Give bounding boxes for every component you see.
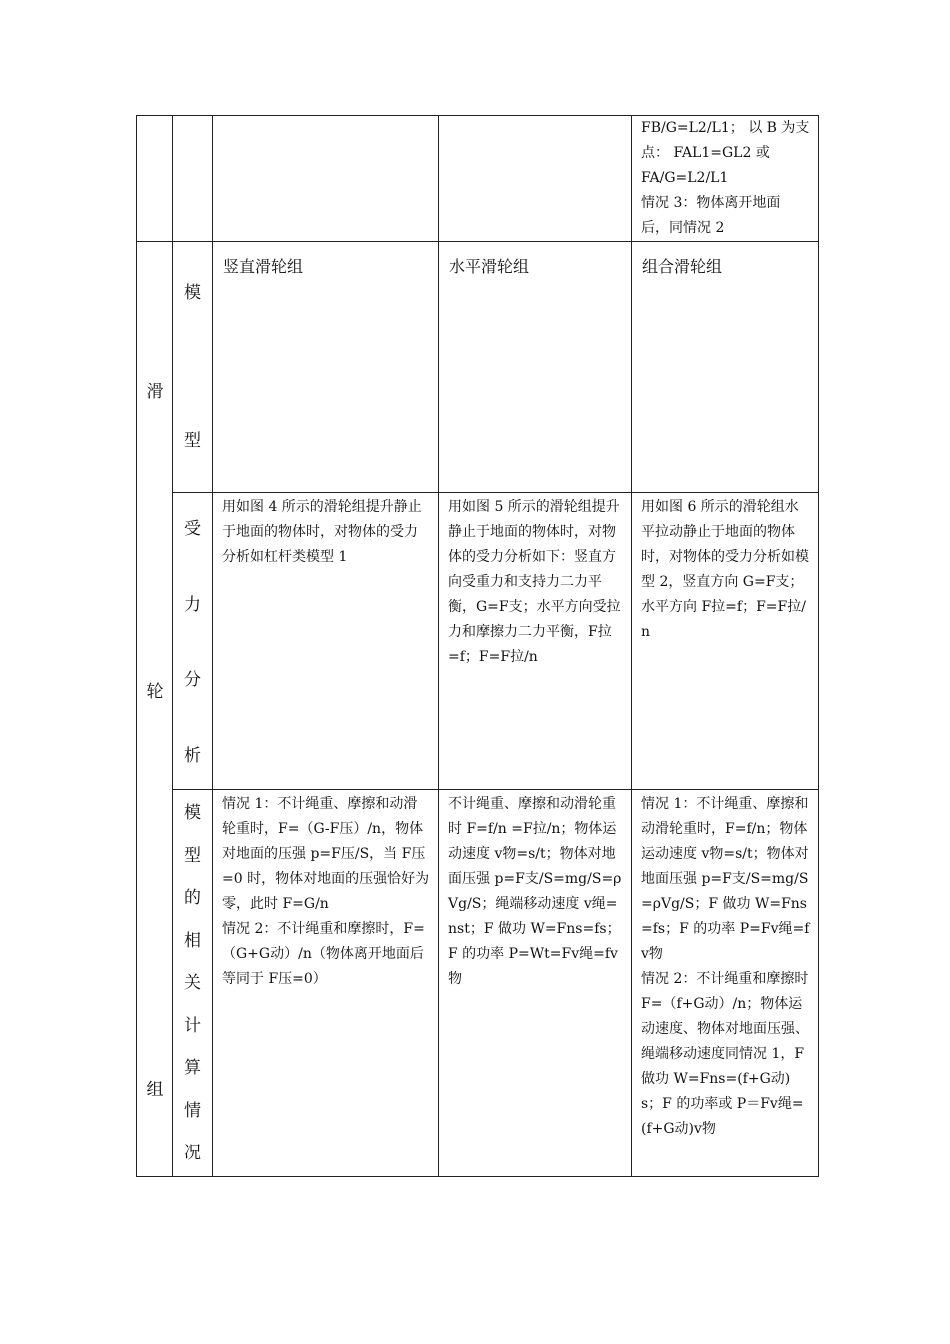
force-cell-combined: 用如图 6 所示的滑轮组水平拉动静止于地面的物体时，对物体的受力分析如模型 2，竖直方向 G=F支；水平方向 F拉=f；F=F拉/n xyxy=(641,499,809,640)
section-label-cell xyxy=(137,242,173,1177)
top-line: 后，同情况 2 xyxy=(641,220,725,236)
calc-label-cell xyxy=(173,790,213,1177)
force-label-char: 分 xyxy=(184,670,201,691)
model-label-cell xyxy=(173,242,213,493)
force-row xyxy=(137,493,819,790)
calc-row xyxy=(137,790,819,1177)
calc-label-char: 算 xyxy=(184,1058,201,1078)
force-label-char: 力 xyxy=(184,594,201,615)
section-char: 组 xyxy=(146,1080,164,1100)
force-cell-vertical: 用如图 4 所示的滑轮组提升静止于地面的物体时，对物体的受力分析如杠杆类模型 1 xyxy=(222,499,422,565)
pulley-table xyxy=(136,115,819,1177)
calc-label-char: 情 xyxy=(184,1100,201,1121)
top-row-cell xyxy=(632,116,819,242)
header-horizontal-pulley: 水平滑轮组 xyxy=(439,242,632,493)
calc-label-char: 的 xyxy=(184,888,201,908)
model-label-char: 型 xyxy=(184,431,201,451)
top-line: 点： FAL1=GL2 或 xyxy=(641,145,770,161)
calc-label-char: 计 xyxy=(184,1015,201,1036)
model-row xyxy=(137,242,819,493)
force-label-cell xyxy=(173,493,213,790)
header-vertical-pulley: 竖直滑轮组 xyxy=(213,242,439,493)
header-combined-pulley: 组合滑轮组 xyxy=(632,242,819,493)
top-line: 情况 3：物体离开地面 xyxy=(641,195,781,211)
force-label-char: 受 xyxy=(184,519,201,539)
calc-cell-combined: 情况 1：不计绳重、摩擦和动滑轮重时，F=f/n；物体运动速度 v物=s/t；物体对地面压强 p=F支/S=mg/S=ρVg/S；F 做功 W=Fns=fs；F 的功率 P=Fv绳=fv物 情况 2：不计绳重和摩擦时 F=（f+G动）/n；物体运动速度、物体对地面压强、绳端移动速度同情况 1，F 做功 W=Fns=(f+G动)s；F 的功率或 P＝Fv绳=(f+G动)v物 xyxy=(641,796,810,1137)
calc-label-char: 型 xyxy=(184,845,201,866)
calc-label-char: 相 xyxy=(184,930,201,951)
calc-label-char: 模 xyxy=(184,803,201,823)
top-line: FA/G=L2/L1 xyxy=(641,170,729,186)
model-label-char: 模 xyxy=(184,283,201,303)
calc-cell-horizontal: 不计绳重、摩擦和动滑轮重时 F=f/n =F拉/n；物体运动速度 v物=s/t；物体对地面压强 p=F支/S=mg/S=ρVg/S；绳端移动速度 v绳=nst；F 做功 W=Fns=fs；F 的功率 P=Wt=Fv绳=fv物 xyxy=(448,796,622,987)
force-label-char: 析 xyxy=(184,745,201,766)
top-row xyxy=(137,116,819,242)
top-line: FB/G=L2/L1； 以 B 为支 xyxy=(641,120,810,136)
section-char: 滑 xyxy=(146,382,164,402)
section-char: 轮 xyxy=(146,682,164,702)
calc-label-char: 况 xyxy=(184,1143,201,1163)
force-cell-horizontal: 用如图 5 所示的滑轮组提升静止于地面的物体时，对物体的受力分析如下：竖直方向受重力和支持力二力平衡，G=F支；水平方向受拉力和摩擦力二力平衡，F拉=f；F=F拉/n xyxy=(448,499,621,665)
calc-cell-vertical: 情况 1：不计绳重、摩擦和动滑轮重时，F=（G-F压）/n，物体对地面的压强 p=F压/S，当 F压=0 时，物体对地面的压强恰好为零，此时 F=G/n 情况 2：不计绳重和摩擦时，F=（G+G动）/n（物体离开地面后等同于 F压=0） xyxy=(222,796,430,987)
calc-label-char: 关 xyxy=(184,973,201,993)
